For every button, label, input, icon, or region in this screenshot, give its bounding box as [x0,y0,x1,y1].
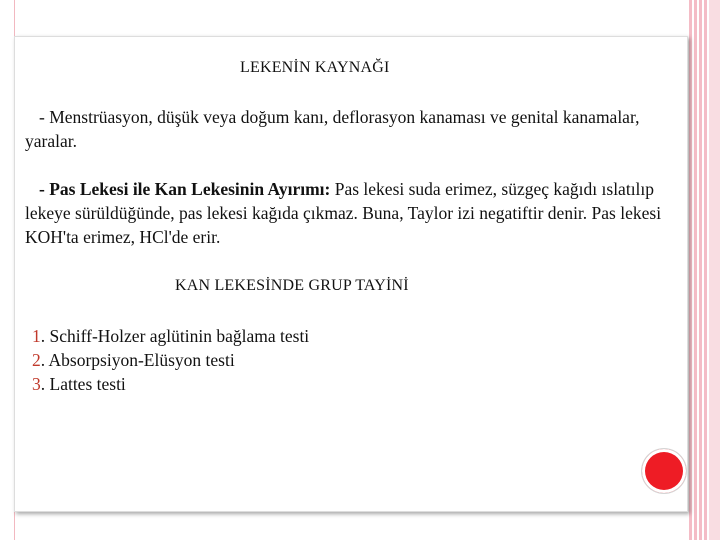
list-item [32,324,309,348]
heading-grup-tayini: KAN LEKESİNDE GRUP TAYİNİ [175,277,409,294]
test-list [32,324,309,396]
paragraph-differentiation-title: - Pas Lekesi ile Kan Lekesinin Ayırımı: [39,179,331,199]
heading-leke-kaynagi: LEKENİN KAYNAĞI [240,59,390,76]
paragraph-differentiation [25,177,685,249]
list-item-text: . Lattes testi [40,374,126,394]
list-item-text: . Schiff-Holzer aglütinin bağlama testi [40,326,310,346]
list-item-text: . Absorpsiyon-Elüsyon testi [40,350,235,370]
list-item-number: 2 [32,350,41,370]
right-border-band [709,0,720,540]
list-item-number: 3 [32,374,41,394]
list-item [32,348,309,372]
list-item-number: 1 [32,326,41,346]
paragraph-source [25,105,685,153]
left-border [0,0,15,540]
list-item [32,372,309,396]
paragraph-differentiation-text: Pas lekesi suda erimez, süzgeç kağıdı ıslatılıp lekeye sürüldüğünde, pas lekesi kağıda çıkmaz. Buna, Taylor izi negatiftir denir. Pas lekesi KOH'ta erimez, HCl'de erir. [25,179,662,247]
paragraph-source-text: - Menstrüasyon, düşük veya doğum kanı, deflorasyon kanaması ve genital kanamalar, yaralar. [25,107,640,151]
right-border-stripe [704,0,707,540]
right-border-stripe [699,0,702,540]
slide-content [14,36,688,512]
right-border-stripe [689,0,692,540]
red-circle-icon [642,449,686,493]
right-border-stripe [694,0,697,540]
